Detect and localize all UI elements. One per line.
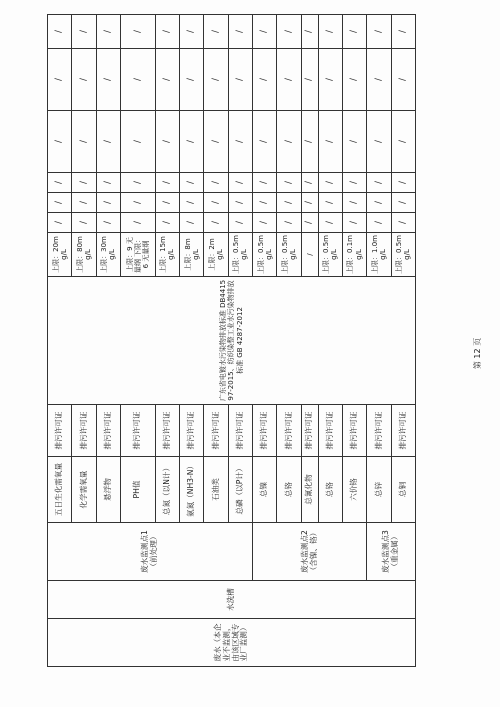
slash-cell: / — [277, 15, 301, 49]
slash-cell: / — [391, 15, 415, 49]
slash-cell: / — [204, 213, 228, 233]
slash-cell: / — [301, 111, 318, 173]
slash-cell: / — [72, 173, 96, 193]
slash-cell: / — [155, 213, 179, 233]
slash-cell: / — [48, 193, 72, 213]
slash-cell: / — [228, 213, 252, 233]
slash-cell: / — [252, 111, 276, 173]
slash-cell: / — [48, 111, 72, 173]
slash-cell: / — [179, 193, 203, 213]
slash-cell: / — [96, 15, 120, 49]
slash-cell: / — [342, 15, 366, 49]
slash-cell: / — [72, 15, 96, 49]
rotated-table-container — [47, 15, 416, 667]
slash-cell: / — [204, 193, 228, 213]
pollutant-cell: 化学需氧量 — [72, 457, 96, 523]
pollutant-cell: 总氰化物 — [301, 457, 318, 523]
slash-cell: / — [301, 173, 318, 193]
slash-cell: / — [277, 173, 301, 193]
pollutant-cell: 石油类 — [204, 457, 228, 523]
slash-cell: / — [155, 49, 179, 111]
pollutant-cell: 氨氮（NH3-N） — [179, 457, 203, 523]
slash-cell: / — [301, 49, 318, 111]
limit-cell: 上限：30mg/L — [96, 233, 120, 277]
slash-cell: / — [48, 173, 72, 193]
slash-cell: / — [96, 111, 120, 173]
slash-cell: / — [252, 173, 276, 193]
pollutant-cell: 总镍 — [252, 457, 276, 523]
permit-cell: 排污许可证 — [155, 405, 179, 457]
slash-cell: / — [301, 213, 318, 233]
slash-cell: / — [342, 173, 366, 193]
slash-cell: / — [252, 193, 276, 213]
slash-cell: / — [120, 111, 155, 173]
slash-cell: / — [48, 213, 72, 233]
slash-cell: / — [367, 213, 391, 233]
slash-cell: / — [342, 49, 366, 111]
pollutant-cell: 六价铬 — [342, 457, 366, 523]
limit-cell: 上限：0.1mg/L — [342, 233, 366, 277]
slash-cell: / — [391, 193, 415, 213]
slash-cell: / — [342, 111, 366, 173]
monitoring-table — [47, 14, 416, 667]
permit-cell: 排污许可证 — [179, 405, 203, 457]
pollutant-cell: 总锌 — [367, 457, 391, 523]
slash-cell: / — [367, 15, 391, 49]
slash-cell: / — [72, 111, 96, 173]
slash-cell: / — [96, 213, 120, 233]
limit-cell: / — [301, 233, 318, 277]
slash-cell: / — [155, 111, 179, 173]
limit-cell: 上限：15mg/L — [155, 233, 179, 277]
slash-cell: / — [318, 173, 342, 193]
table-row — [48, 15, 72, 667]
slash-cell: / — [342, 213, 366, 233]
slash-cell: / — [228, 173, 252, 193]
slash-cell: / — [252, 49, 276, 111]
slash-cell: / — [96, 193, 120, 213]
slash-cell: / — [367, 111, 391, 173]
slash-cell: / — [120, 15, 155, 49]
slash-cell: / — [179, 173, 203, 193]
slash-cell: / — [204, 173, 228, 193]
slash-cell: / — [318, 111, 342, 173]
permit-cell: 排污许可证 — [318, 405, 342, 457]
slash-cell: / — [155, 173, 179, 193]
slash-cell: / — [120, 173, 155, 193]
slash-cell: / — [252, 15, 276, 49]
slash-cell: / — [367, 193, 391, 213]
pollutant-cell: 总铜 — [391, 457, 415, 523]
slash-cell: / — [204, 49, 228, 111]
permit-cell: 排污许可证 — [48, 405, 72, 457]
limit-cell: 上限：80mg/L — [72, 233, 96, 277]
limit-cell: 上限：20mg/L — [48, 233, 72, 277]
pollutant-cell: 五日生化需氧量 — [48, 457, 72, 523]
slash-cell: / — [72, 193, 96, 213]
slash-cell: / — [120, 193, 155, 213]
slash-cell: / — [96, 173, 120, 193]
permit-cell: 排污许可证 — [72, 405, 96, 457]
slash-cell: / — [48, 15, 72, 49]
pollutant-cell: 悬浮物 — [96, 457, 120, 523]
pollutant-cell: 总氮（以N计） — [155, 457, 179, 523]
monitoring-point-cell: 废水监测点1（前处理） — [48, 523, 253, 581]
pollutant-cell: 总铬 — [277, 457, 301, 523]
slash-cell: / — [391, 173, 415, 193]
limit-cell: 上限：9 无量纲 下限：6 无量纲 — [120, 233, 155, 277]
slash-cell: / — [277, 193, 301, 213]
monitoring-point-cell: 废水监测点2（含镍、铬） — [252, 523, 366, 581]
slash-cell: / — [228, 49, 252, 111]
page-number: 第 12 页 — [473, 337, 483, 370]
slash-cell: / — [301, 193, 318, 213]
limit-cell: 上限：0.5mg/L — [277, 233, 301, 277]
permit-cell: 排污许可证 — [391, 405, 415, 457]
slash-cell: / — [301, 15, 318, 49]
slash-cell: / — [179, 49, 203, 111]
slash-cell: / — [318, 49, 342, 111]
slash-cell: / — [120, 213, 155, 233]
slash-cell: / — [318, 193, 342, 213]
permit-cell: 排污许可证 — [204, 405, 228, 457]
slash-cell: / — [155, 193, 179, 213]
slash-cell: / — [252, 213, 276, 233]
slash-cell: / — [228, 193, 252, 213]
slash-cell: / — [96, 49, 120, 111]
permit-cell: 排污许可证 — [301, 405, 318, 457]
slash-cell: / — [179, 15, 203, 49]
slash-cell: / — [179, 213, 203, 233]
slash-cell: / — [277, 49, 301, 111]
permit-cell: 排污许可证 — [120, 405, 155, 457]
limit-cell: 上限：0.5mg/L — [252, 233, 276, 277]
slash-cell: / — [228, 111, 252, 173]
limit-cell: 上限：8mg/L — [179, 233, 203, 277]
slash-cell: / — [277, 111, 301, 173]
pollutant-cell: 总磷（以P计） — [228, 457, 252, 523]
slash-cell: / — [72, 213, 96, 233]
slash-cell: / — [367, 173, 391, 193]
permit-cell: 排污许可证 — [96, 405, 120, 457]
slash-cell: / — [391, 49, 415, 111]
slash-cell: / — [277, 213, 301, 233]
permit-cell: 排污许可证 — [252, 405, 276, 457]
slash-cell: / — [318, 213, 342, 233]
standard-cell: 广东省电镀水污染物排放标准 DB441597-2015、纺织染整工业水污染物排放标准 GB 4287-2012 — [48, 277, 416, 405]
table-body — [48, 15, 416, 667]
process-cell: 水洗槽 — [48, 581, 416, 619]
slash-cell: / — [342, 193, 366, 213]
pollutant-cell: 总铬 — [318, 457, 342, 523]
group-cell: 废水（本企业不监测，由该区域专业厂监测） — [48, 619, 416, 667]
limit-cell: 上限：0.5mg/L — [318, 233, 342, 277]
slash-cell: / — [72, 49, 96, 111]
slash-cell: / — [204, 15, 228, 49]
limit-cell: 上限：1.0mg/L — [367, 233, 391, 277]
limit-cell: 上限：2mg/L — [204, 233, 228, 277]
slash-cell: / — [318, 15, 342, 49]
slash-cell: / — [367, 49, 391, 111]
permit-cell: 排污许可证 — [228, 405, 252, 457]
slash-cell: / — [228, 15, 252, 49]
slash-cell: / — [391, 213, 415, 233]
permit-cell: 排污许可证 — [342, 405, 366, 457]
slash-cell: / — [155, 15, 179, 49]
slash-cell: / — [391, 111, 415, 173]
permit-cell: 排污许可证 — [277, 405, 301, 457]
slash-cell: / — [204, 111, 228, 173]
slash-cell: / — [179, 111, 203, 173]
pollutant-cell: PH值 — [120, 457, 155, 523]
limit-cell: 上限：0.5mg/L — [391, 233, 415, 277]
limit-cell: 上限：0.5mg/L — [228, 233, 252, 277]
permit-cell: 排污许可证 — [367, 405, 391, 457]
slash-cell: / — [48, 49, 72, 111]
slash-cell: / — [120, 49, 155, 111]
monitoring-point-cell: 废水监测点3（重金属） — [367, 523, 416, 581]
